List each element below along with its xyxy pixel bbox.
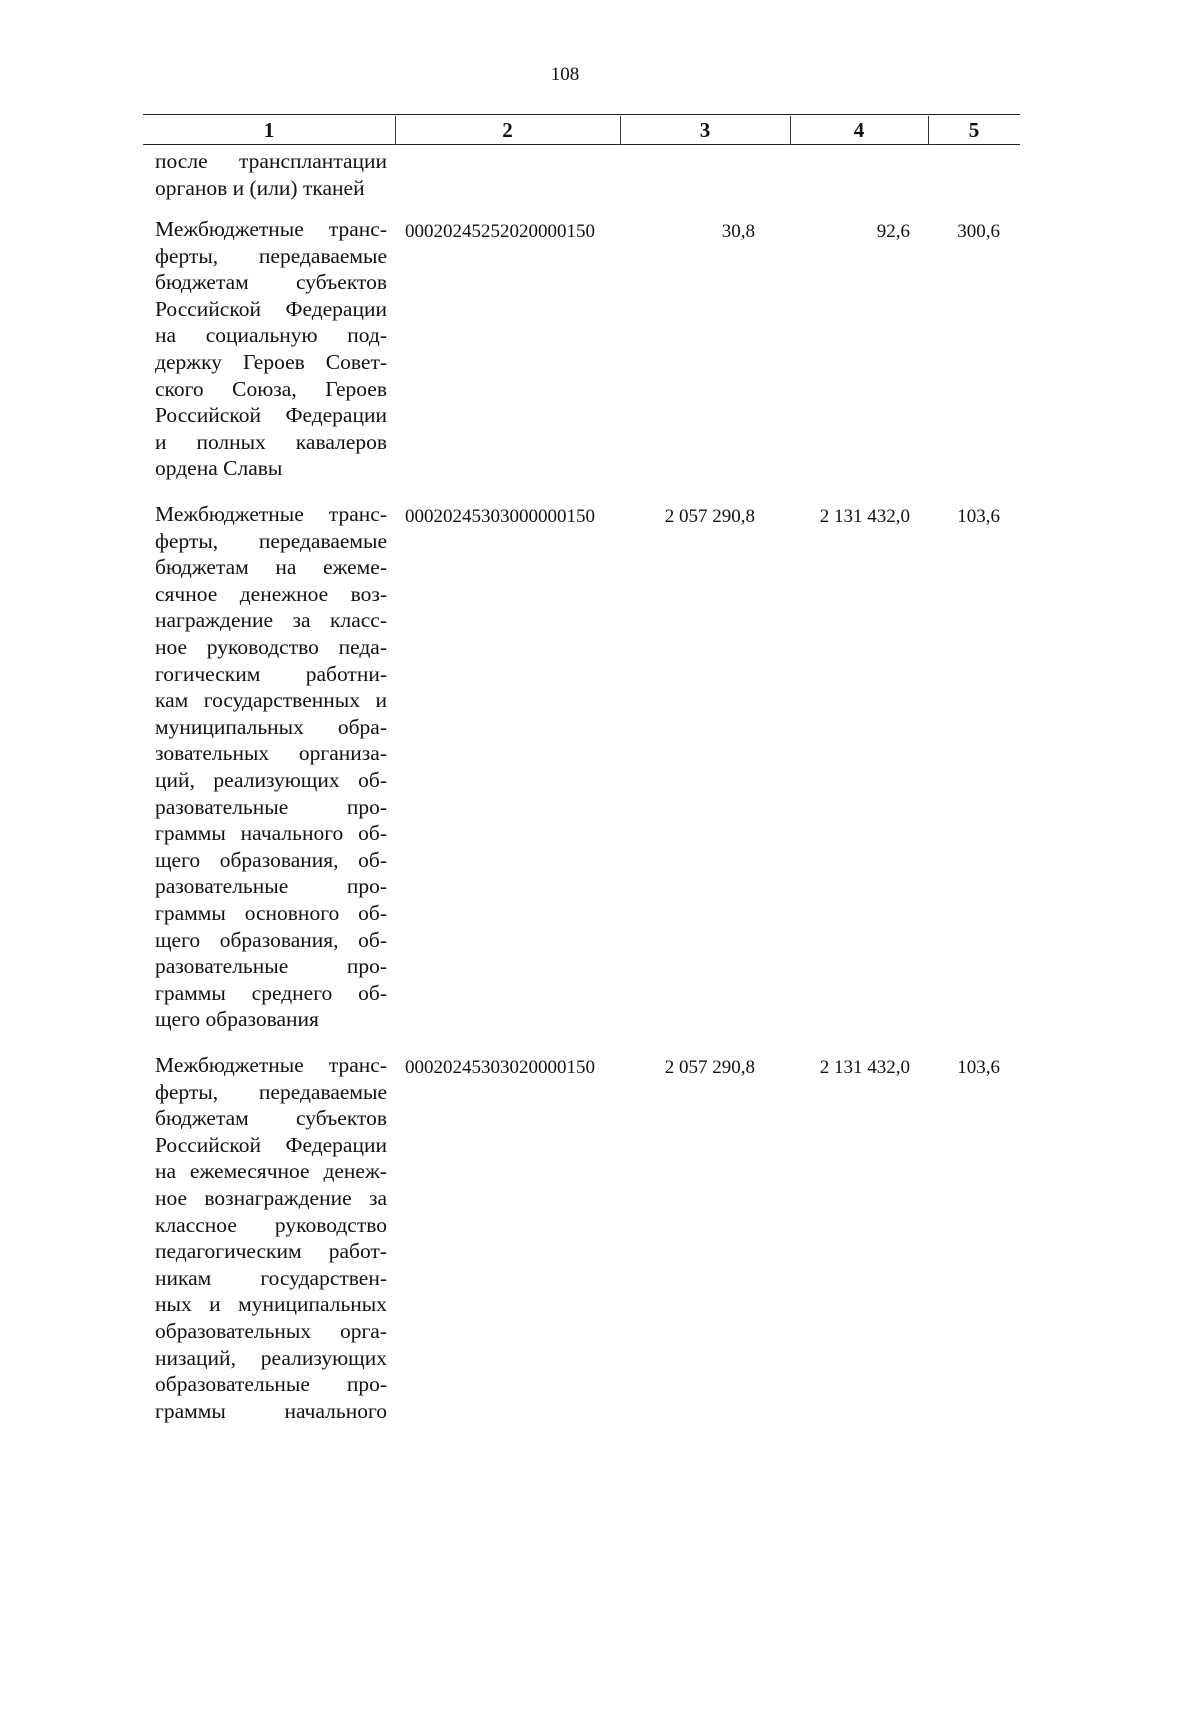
description-line: ского Союза, Героев [155,376,387,401]
description-line: Межбюджетные транс- [155,217,387,241]
description-line: образовательные про- [155,1372,387,1397]
header-col-5: 5 [968,118,980,142]
description-line: ных и муниципальных [155,1292,387,1317]
description-line: бюджетам на ежеме- [155,555,387,580]
header-col-1: 1 [263,118,275,142]
table-top-border [143,114,1020,115]
row-description [155,501,387,1033]
value-col-3: 30,8 [721,221,755,242]
description-line: щего образования [155,1007,319,1032]
value-col-5: 300,6 [957,221,1000,242]
description-line: сячное денежное воз- [155,581,387,606]
description-line: ферты, передаваемые [155,1079,387,1104]
description-line: ное вознаграждение за [155,1185,387,1210]
row-description [155,1052,387,1424]
description-line: зовательных организа- [155,741,387,766]
description-line: Межбюджетные транс- [155,502,387,526]
value-col-4: 2 131 432,0 [819,506,910,527]
description-line: Российской Федерации [155,296,387,321]
value-col-4: 92,6 [876,221,910,242]
description-line: Российской Федерации [155,403,387,428]
description-line: разовательные про- [155,874,387,899]
description-line: ное руководство педа- [155,634,387,659]
description-line: после трансплантации [155,149,387,173]
description-line: на ежемесячное денеж- [155,1159,387,1184]
description-line: ферты, передаваемые [155,243,387,268]
description-line: ферты, передаваемые [155,528,387,553]
description-line: гогическим работни- [155,661,387,686]
description-line: муниципальных обра- [155,714,387,739]
description-line: граммы начального об- [155,821,387,846]
description-line: щего образования, об- [155,927,387,952]
description-line: ций, реализующих об- [155,767,387,792]
description-line: бюджетам субъектов [155,270,387,295]
description-line: педагогическим работ- [155,1239,387,1264]
header-col-2: 2 [502,118,513,142]
value-col-5: 103,6 [957,506,1000,527]
value-col-3: 2 057 290,8 [664,1057,755,1078]
description-line: граммы основного об- [155,900,387,925]
value-col-5: 103,6 [957,1057,1000,1078]
description-line: щего образования, об- [155,847,387,872]
description-line: образовательных орга- [155,1318,387,1343]
description-line: разовательные про- [155,954,387,979]
header-bottom-border [143,144,1020,145]
budget-code: 00020245303020000150 [405,1057,595,1078]
description-line: низаций, реализующих [155,1345,387,1370]
description-line: Межбюджетные транс- [155,1053,387,1077]
description-line: Российской Федерации [155,1132,387,1157]
header-col-3: 3 [699,118,711,142]
description-line: органов и (или) тканей [155,175,365,200]
value-col-3: 2 057 290,8 [664,506,755,527]
row-description [155,148,387,201]
budget-code: 00020245252020000150 [405,221,595,242]
description-line: классное руководство [155,1212,387,1237]
description-line: кам государственных и [155,688,387,713]
page-number: 108 [550,64,580,85]
description-line: никам государствен- [155,1265,387,1290]
value-col-4: 2 131 432,0 [819,1057,910,1078]
description-line: разовательные про- [155,794,387,819]
description-line: граммы среднего об- [155,980,387,1005]
description-line: держку Героев Совет- [155,349,387,374]
description-line: награждение за класс- [155,608,387,633]
row-description [155,216,387,482]
budget-code: 00020245303000000150 [405,506,595,527]
description-line: бюджетам субъектов [155,1106,387,1131]
description-line: граммы начального [155,1398,387,1423]
description-line: на социальную под- [155,323,387,348]
description-line: и полных кавалеров [155,429,387,454]
header-col-4: 4 [853,118,865,142]
description-line: ордена Славы [155,456,283,481]
